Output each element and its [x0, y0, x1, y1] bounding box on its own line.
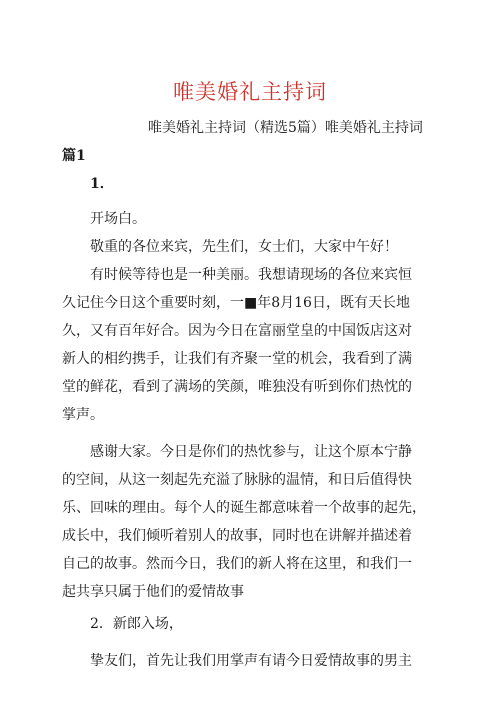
- paragraph-line: 敬重的各位来宾，先生们，女士们，大家中午好！: [90, 239, 398, 255]
- document-title: 唯美婚礼主持词: [173, 80, 327, 104]
- paragraph-line: 久记住今日这个重要时刻，一■年8月16日，既有天长地: [62, 295, 410, 311]
- paragraph-line: 感谢大家。今日是你们的热忱参与，让这个原本宁静: [90, 444, 412, 460]
- paragraph-line: 挚友们，首先让我们用掌声有请今日爱情故事的男主: [90, 653, 412, 669]
- paragraph-line: 掌声。: [62, 407, 104, 423]
- document-subtitle: 唯美婚礼主持词（精选5篇）唯美婚礼主持词: [148, 120, 423, 136]
- paragraph-line: 成长中，我们倾听着别人的故事，同时也在讲解并描述着: [62, 528, 412, 544]
- paragraph-line: 乐、回味的理由。每个人的诞生都意味着一个故事的起先，: [62, 500, 426, 516]
- paragraph-line: 起共享只属于他们的爱情故事: [62, 584, 244, 600]
- paragraph-line: 的空间，从这一刻起先充溢了脉脉的温情，和日后值得快: [62, 472, 412, 488]
- paragraph-line: 有时候等待也是一种美丽。我想请现场的各位来宾恒: [90, 267, 412, 283]
- paragraph-line: 久，又有百年好合。因为今日在富丽堂皇的中国饭店这对: [62, 323, 412, 339]
- item-number: 1．: [90, 176, 114, 192]
- paragraph-line: 新人的相约携手，让我们有齐聚一堂的机会，我看到了满: [62, 351, 412, 367]
- paragraph-line: 开场白。: [90, 211, 146, 227]
- item-number: 2．新郎入场，: [90, 616, 183, 632]
- paragraph-line: 自己的故事。然而今日，我们的新人将在这里，和我们一: [62, 556, 412, 572]
- section-label: 篇1: [62, 148, 86, 164]
- paragraph-line: 堂的鲜花，看到了满场的笑颜，唯独没有听到你们热忱的: [62, 379, 412, 395]
